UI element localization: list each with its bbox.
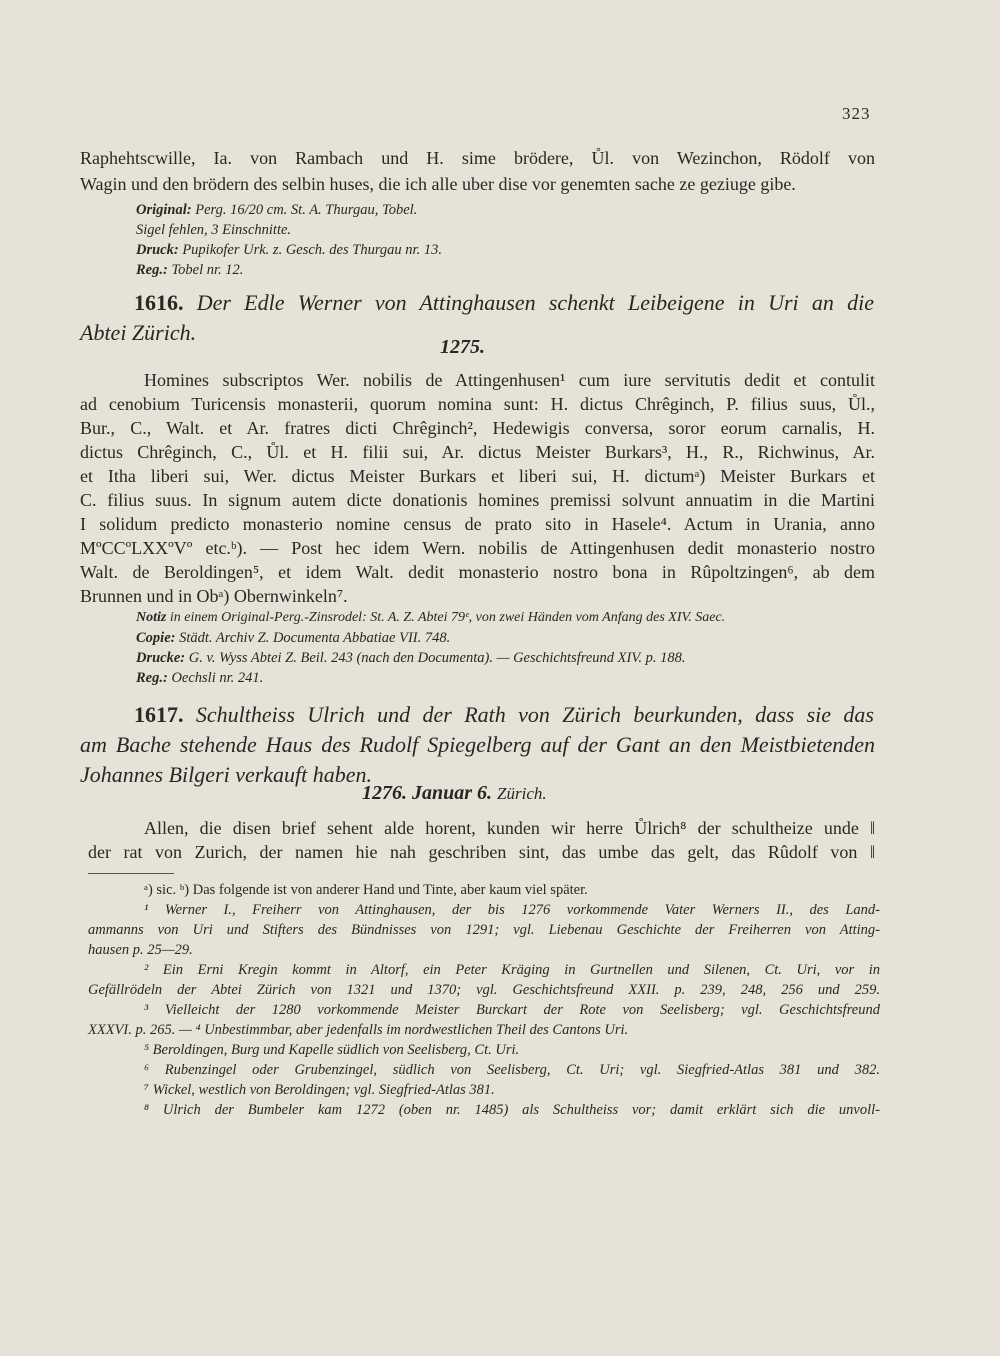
document-heading: 1616. Der Edle Werner von Attinghausen schenkt Leibeigene in Uri an die [134,290,875,315]
document-heading-line: am Bache stehende Haus des Rudolf Spiegelberg auf der Gant an den Meistbietenden [80,732,875,757]
body-line: MºCCºLXXºVº etc.ᵇ). — Post hec idem Wern. nobilis de Attingenhusen dedit monasterio nostro [80,538,875,558]
body-line: der rat von Zurich, der namen hie nah geschriben sint, das umbe das gelt, das Rûdolf von ‖ [88,842,875,862]
meta-line: Sigel fehlen, 3 Einschnitte. [136,222,292,238]
body-line: Homines subscriptos Wer. nobilis de Attingenhusen¹ cum iure servitutis dedit et contulit [144,370,875,390]
document-heading-line: Abtei Zürich. [80,320,197,345]
meta-line: Reg.: Oechsli nr. 241. [136,670,264,686]
footnote: ³ Vielleicht der 1280 vorkommende Meister Burckart der Rote von Seelisberg; vgl. Geschichtsfreund [144,1002,880,1018]
footnote: Gefällrödeln der Abtei Zürich von 1321 und 1370; vgl. Geschichtsfreund XXII. p. 239, 248, 256 und 259. [88,982,880,998]
meta-line: Notiz in einem Original-Perg.-Zinsrodel: St. A. Z. Abtei 79ᵉ, von zwei Händen vom Anfang des XIV. Saec. [136,610,726,625]
footnote: ² Ein Erni Kregin kommt in Altorf, ein Peter Kräging in Gurtnellen und Silenen, Ct. Uri, vor in [144,962,880,978]
body-line: Raphehtscwille, Ia. von Rambach und H. sime brödere, Ůl. von Wezinchon, Rödolf von [80,148,875,168]
meta-line: Reg.: Tobel nr. 12. [136,262,244,278]
meta-line: Drucke: G. v. Wyss Abtei Z. Beil. 243 (nach den Documenta). — Geschichtsfreund XIV. p. 188. [136,650,686,666]
meta-line: Original: Perg. 16/20 cm. St. A. Thurgau, Tobel. [136,202,418,218]
body-line: Wagin und den brödern des selbin huses, die ich alle uber dise vor genemten sache ze geziuge gibe. [80,174,796,194]
document-number: 1617. [134,702,184,727]
footnote: XXXVI. p. 265. — ⁴ Unbestimmbar, aber jedenfalls im nordwestlichen Theil des Cantons Uri. [88,1022,629,1038]
meta-line: Copie: Städt. Archiv Z. Documenta Abbatiae VII. 748. [136,630,451,646]
document-number: 1616. [134,290,184,315]
footnote: ⁷ Wickel, westlich von Beroldingen; vgl. Siegfried-Atlas 381. [144,1082,495,1098]
footnote: ⁶ Rubenzingel oder Grubenzingel, südlich von Seelisberg, Ct. Uri; vgl. Siegfried-Atlas 381 und 382. [144,1062,880,1078]
document-date: 1275. [440,336,485,358]
body-line: ad cenobium Turicensis monasterii, quorum nomina sunt: H. dictus Chrêginch, P. filius suus, Ůl., [80,394,875,414]
document-heading: 1617. Schultheiss Ulrich und der Rath von Zürich beurkunden, dass sie das [134,702,874,727]
body-line: et Itha liberi sui, Wer. dictus Meister Burkars et liberi sui, H. dictumᵃ) Meister Burkars et [80,466,875,486]
body-line: Bur., C., Walt. et Ar. fratres dicti Chrêginch², Hedewigis conversa, soror eorum carnalis, H. [80,418,875,438]
document-place: Zürich. [497,784,547,803]
document-heading-line: Johannes Bilgeri verkauft haben. [80,762,373,787]
meta-line: Druck: Pupikofer Urk. z. Gesch. des Thurgau nr. 13. [136,242,442,258]
body-line: C. filius suus. In signum autem dicte donationis homines premissi solvunt annuatim in die Martini [80,490,875,510]
document-date: 1276. Januar 6. Zürich. [362,782,547,804]
body-line: Allen, die disen brief sehent alde horent, kunden wir herre Ůlrich⁸ der schultheize unde ‖ [144,818,875,838]
footnote: ⁸ Ulrich der Bumbeler kam 1272 (oben nr. 1485) als Schultheiss vor; damit erklärt sich die unvoll- [144,1102,880,1118]
body-line: Walt. de Beroldingen⁵, et idem Walt. dedit monasterio nostro bona in Rûpoltzingen⁶, ab dem [80,562,875,582]
footnote: hausen p. 25—29. [88,942,193,958]
footnote-divider [88,873,174,874]
footnote: ⁵ Beroldingen, Burg und Kapelle südlich von Seelisberg, Ct. Uri. [144,1042,520,1058]
footnote: ¹ Werner I., Freiherr von Attinghausen, der bis 1276 vorkommende Vater Werners II., des Land- [144,902,880,918]
page-number: 323 [842,104,871,123]
footnote: ᵃ) sic. ᵇ) Das folgende ist von anderer Hand und Tinte, aber kaum viel später. [144,882,588,898]
body-line: dictus Chrêginch, C., Ůl. et H. filii sui, Ar. dictus Meister Burkars³, H., R., Richwinus, Ar. [80,442,875,462]
body-line: Brunnen und in Obᵃ) Obernwinkeln⁷. [80,586,348,606]
footnote: ammanns von Uri und Stifters des Bündnisses von 1291; vgl. Liebenau Geschichte der Freiherren von Atting- [88,922,880,938]
body-line: I solidum predicto monasterio nomine census de prato sito in Hasele⁴. Actum in Urania, anno [80,514,875,534]
